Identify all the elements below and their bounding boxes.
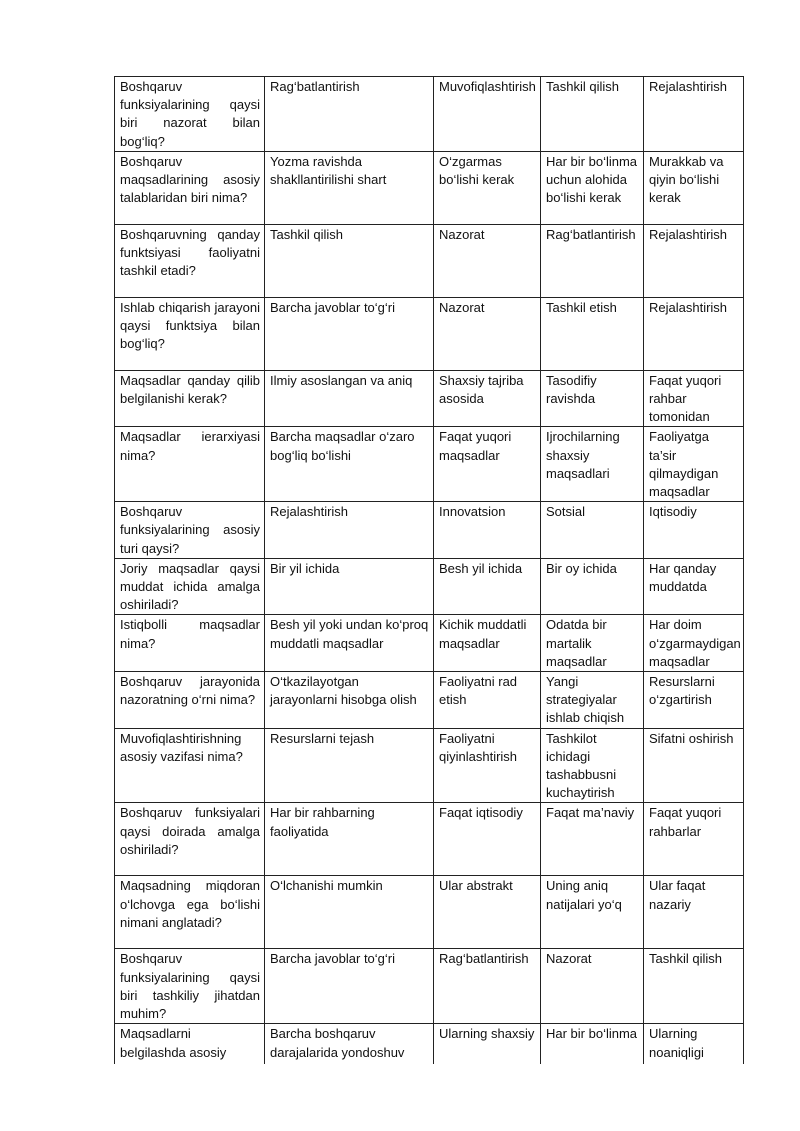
question-text: Ishlab chiqarish jarayoni qaysi funktsiya bilan bog‘liq? xyxy=(115,297,265,370)
answer-option-3: Har bir bo‘linma xyxy=(541,1024,644,1064)
question-row xyxy=(115,224,744,297)
answer-option-2: Shaxsiy tajriba asosida xyxy=(434,370,541,427)
question-text: Muvofiqlashtirishning asosiy vazifasi nima? xyxy=(115,728,265,803)
question-text: Boshqaruv funksiyalarining qaysi biri nazorat bilan bog‘liq? xyxy=(115,77,265,152)
question-row xyxy=(115,370,744,427)
question-row xyxy=(115,297,744,370)
answer-option-3: Yangi strategiyalar ishlab chiqish xyxy=(541,672,644,729)
question-row xyxy=(115,1024,744,1064)
question-text: Boshqaruv funksiyalarining asosiy turi qaysi? xyxy=(115,502,265,559)
answer-option-3: Faqat ma’naviy xyxy=(541,803,644,876)
answer-option-1: Barcha boshqaruv darajalarida yondoshuv xyxy=(265,1024,434,1064)
question-text: Joriy maqsadlar qaysi muddat ichida amalga oshiriladi? xyxy=(115,558,265,615)
answer-option-4: Rejalashtirish xyxy=(644,297,744,370)
answer-option-1: Barcha javoblar to‘g‘ri xyxy=(265,949,434,1024)
answer-option-4: Faoliyatga ta’sir qilmaydigan maqsadlar xyxy=(644,427,744,502)
question-row xyxy=(115,803,744,876)
question-row xyxy=(115,615,744,672)
question-text: Boshqaruv funksiyalarining qaysi biri tashkiliy jihatdan muhim? xyxy=(115,949,265,1024)
answer-option-2: Nazorat xyxy=(434,297,541,370)
answer-option-2: Ular abstrakt xyxy=(434,876,541,949)
quiz-table-body xyxy=(115,77,744,1064)
answer-option-4: Ularning noaniqligi xyxy=(644,1024,744,1064)
question-text: Boshqaruv jarayonida nazoratning o‘rni nima? xyxy=(115,672,265,729)
answer-option-3: Tashkil etish xyxy=(541,297,644,370)
answer-option-4: Rejalashtirish xyxy=(644,77,744,152)
answer-option-4: Tashkil qilish xyxy=(644,949,744,1024)
question-text: Maqsadlar qanday qilib belgilanishi kerak? xyxy=(115,370,265,427)
answer-option-4: Resurslarni o‘zgartirish xyxy=(644,672,744,729)
answer-option-3: Bir oy ichida xyxy=(541,558,644,615)
answer-option-4: Faqat yuqori rahbarlar xyxy=(644,803,744,876)
answer-option-1: Besh yil yoki undan ko‘proq muddatli maqsadlar xyxy=(265,615,434,672)
answer-option-3: Nazorat xyxy=(541,949,644,1024)
answer-option-2: Faoliyatni rad etish xyxy=(434,672,541,729)
answer-option-1: Barcha javoblar to‘g‘ri xyxy=(265,297,434,370)
question-row xyxy=(115,558,744,615)
question-row xyxy=(115,502,744,559)
question-text: Maqsadning miqdoran o‘lchovga ega bo‘lishi nimani anglatadi? xyxy=(115,876,265,949)
answer-option-3: Tashkil qilish xyxy=(541,77,644,152)
answer-option-4: Murakkab va qiyin bo‘lishi kerak xyxy=(644,151,744,224)
answer-option-1: Resurslarni tejash xyxy=(265,728,434,803)
answer-option-3: Tasodifiy ravishda xyxy=(541,370,644,427)
answer-option-2: Faoliyatni qiyinlashtirish xyxy=(434,728,541,803)
answer-option-1: Barcha maqsadlar o‘zaro bog‘liq bo‘lishi xyxy=(265,427,434,502)
answer-option-2: Kichik muddatli maqsadlar xyxy=(434,615,541,672)
answer-option-3: Rag‘batlantirish xyxy=(541,224,644,297)
answer-option-4: Har doim o‘zgarmaydigan maqsadlar xyxy=(644,615,744,672)
question-row xyxy=(115,949,744,1024)
answer-option-1: O‘lchanishi mumkin xyxy=(265,876,434,949)
answer-option-3: Tashkilot ichidagi tashabbusni kuchaytirish xyxy=(541,728,644,803)
question-row xyxy=(115,77,744,152)
question-text: Boshqaruvning qanday funktsiyasi faoliyatni tashkil etadi? xyxy=(115,224,265,297)
question-row xyxy=(115,876,744,949)
answer-option-4: Iqtisodiy xyxy=(644,502,744,559)
question-text: Maqsadlar ierarxiyasi nima? xyxy=(115,427,265,502)
answer-option-3: Uning aniq natijalari yo‘q xyxy=(541,876,644,949)
answer-option-2: Besh yil ichida xyxy=(434,558,541,615)
answer-option-2: Muvofiqlashtirish xyxy=(434,77,541,152)
answer-option-3: Sotsial xyxy=(541,502,644,559)
question-row xyxy=(115,427,744,502)
answer-option-4: Sifatni oshirish xyxy=(644,728,744,803)
answer-option-4: Rejalashtirish xyxy=(644,224,744,297)
answer-option-2: Nazorat xyxy=(434,224,541,297)
answer-option-1: O‘tkazilayotgan jarayonlarni hisobga olish xyxy=(265,672,434,729)
answer-option-3: Odatda bir martalik maqsadlar xyxy=(541,615,644,672)
answer-option-1: Yozma ravishda shakllantirilishi shart xyxy=(265,151,434,224)
answer-option-1: Rejalashtirish xyxy=(265,502,434,559)
question-text: Istiqbolli maqsadlar nima? xyxy=(115,615,265,672)
answer-option-4: Faqat yuqori rahbar tomonidan xyxy=(644,370,744,427)
answer-option-2: Faqat iqtisodiy xyxy=(434,803,541,876)
question-row xyxy=(115,728,744,803)
answer-option-1: Bir yil ichida xyxy=(265,558,434,615)
question-row xyxy=(115,672,744,729)
question-row xyxy=(115,151,744,224)
answer-option-1: Rag‘batlantirish xyxy=(265,77,434,152)
answer-option-1: Ilmiy asoslangan va aniq xyxy=(265,370,434,427)
answer-option-3: Ijrochilarning shaxsiy maqsadlari xyxy=(541,427,644,502)
quiz-table xyxy=(114,76,744,1064)
answer-option-2: Ularning shaxsiy xyxy=(434,1024,541,1064)
question-text: Maqsadlarni belgilashda asosiy xyxy=(115,1024,265,1064)
answer-option-1: Tashkil qilish xyxy=(265,224,434,297)
answer-option-3: Har bir bo‘linma uchun alohida bo‘lishi kerak xyxy=(541,151,644,224)
question-text: Boshqaruv funksiyalari qaysi doirada amalga oshiriladi? xyxy=(115,803,265,876)
answer-option-2: Faqat yuqori maqsadlar xyxy=(434,427,541,502)
answer-option-4: Ular faqat nazariy xyxy=(644,876,744,949)
answer-option-4: Har qanday muddatda xyxy=(644,558,744,615)
answer-option-2: Rag‘batlantirish xyxy=(434,949,541,1024)
question-text: Boshqaruv maqsadlarining asosiy talablaridan biri nima? xyxy=(115,151,265,224)
answer-option-2: O‘zgarmas bo‘lishi kerak xyxy=(434,151,541,224)
answer-option-1: Har bir rahbarning faoliyatida xyxy=(265,803,434,876)
answer-option-2: Innovatsion xyxy=(434,502,541,559)
